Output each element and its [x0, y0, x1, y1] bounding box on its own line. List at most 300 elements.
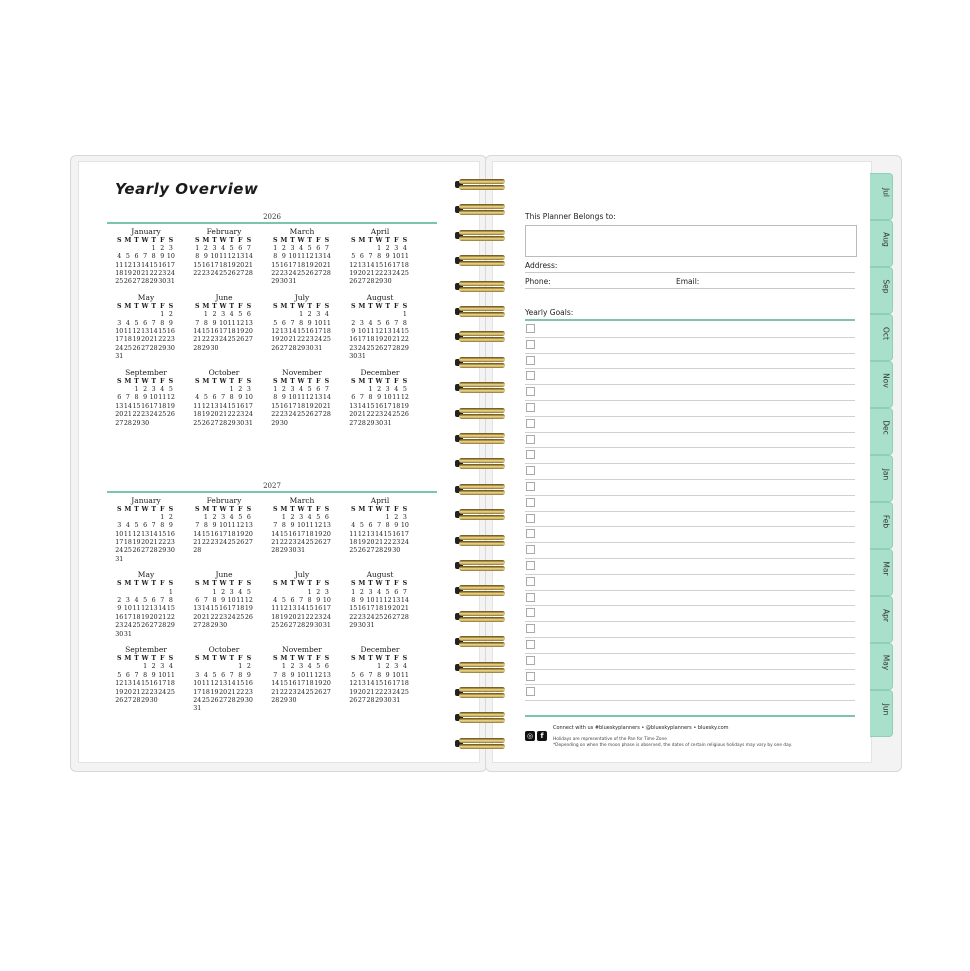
day-cell: 27 [149, 622, 158, 630]
day-cell: 5 [203, 394, 208, 402]
day-cell: 16 [244, 680, 253, 688]
empty-cell [149, 589, 158, 597]
day-cell: 3 [299, 513, 304, 521]
month-calendar [115, 303, 185, 362]
day-cell: 26 [166, 411, 175, 419]
day-cell: 19 [132, 336, 141, 344]
day-cell: 25 [227, 539, 236, 547]
day-cell: 29 [297, 344, 306, 352]
day-cell: 9 [246, 671, 251, 679]
day-cell: 7 [299, 597, 304, 605]
day-cell: 14 [158, 605, 167, 613]
weekday-header: T [307, 654, 313, 662]
empty-cell [141, 311, 150, 319]
weekday-header: F [316, 654, 321, 662]
day-cell: 13 [115, 402, 124, 410]
day-cell: 30 [288, 696, 297, 704]
weekday-header: S [402, 302, 408, 310]
day-cell: 23 [149, 688, 158, 696]
day-cell: 15 [271, 402, 280, 410]
day-cell: 19 [314, 680, 323, 688]
goal-row[interactable] [525, 542, 855, 559]
day-cell: 29 [149, 278, 158, 286]
day-cell: 29 [158, 344, 167, 352]
day-cell: 16 [314, 605, 323, 613]
day-cell: 13 [366, 530, 375, 538]
day-cell: 30 [314, 622, 323, 630]
month-name: July [294, 570, 310, 580]
day-cell: 12 [166, 394, 175, 402]
day-cell: 17 [322, 605, 331, 613]
weekday-header: T [151, 377, 157, 385]
weekday-header: W [375, 302, 383, 310]
spiral-coil [455, 738, 507, 749]
day-cell: 4 [377, 588, 382, 596]
day-cell: 11 [115, 261, 124, 269]
day-cell: 6 [117, 394, 122, 402]
empty-cell [366, 245, 375, 253]
goal-checkbox[interactable] [526, 514, 535, 523]
tab-jun[interactable] [870, 690, 893, 737]
day-cell: 31 [123, 630, 132, 638]
tab-sep[interactable] [870, 267, 893, 314]
goal-row[interactable] [525, 637, 855, 654]
day-cell: 3 [290, 385, 295, 393]
goal-row[interactable] [525, 574, 855, 591]
page-title: Yearly Overview [115, 180, 259, 198]
day-cell: 23 [244, 688, 253, 696]
tab-feb[interactable] [870, 502, 893, 549]
weekday-header: S [402, 654, 408, 662]
tab-jan[interactable] [870, 455, 893, 502]
day-cell: 9 [151, 671, 156, 679]
day-cell: 10 [149, 394, 158, 402]
day-cell: 4 [351, 522, 356, 530]
goal-row[interactable] [525, 590, 855, 607]
day-cell: 19 [141, 613, 150, 621]
day-cell: 11 [366, 328, 375, 336]
month-name: March [289, 495, 315, 505]
weekday-header: M [358, 377, 366, 385]
spiral-coil [455, 611, 507, 622]
goal-row[interactable] [525, 337, 855, 354]
goal-checkbox[interactable] [526, 656, 535, 665]
day-cell: 9 [168, 319, 173, 327]
day-cell: 5 [229, 244, 234, 252]
empty-cell [193, 663, 202, 671]
empty-cell [392, 311, 401, 319]
day-cell: 22 [271, 270, 280, 278]
day-cell: 14 [132, 680, 141, 688]
day-cell: 10 [123, 605, 132, 613]
day-cell: 19 [132, 539, 141, 547]
day-cell: 19 [305, 402, 314, 410]
day-cell: 5 [351, 253, 356, 261]
day-cell: 8 [160, 319, 165, 327]
day-cell: 30 [357, 622, 366, 630]
day-cell: 30 [383, 278, 392, 286]
day-cell: 1 [281, 513, 286, 521]
empty-cell [271, 311, 280, 319]
day-cell: 6 [385, 319, 390, 327]
weekday-header: T [290, 654, 295, 662]
day-cell: 11 [227, 319, 236, 327]
month-calendar [115, 378, 185, 428]
day-cell: 14 [297, 605, 306, 613]
weekday-header: M [280, 236, 288, 244]
day-cell: 15 [297, 328, 306, 336]
day-cell: 28 [271, 696, 280, 704]
day-cell: 6 [324, 513, 329, 521]
day-cell: 8 [402, 319, 407, 327]
month-june [185, 293, 263, 362]
tab-dec[interactable] [870, 408, 893, 455]
goal-row[interactable] [525, 479, 855, 496]
day-cell: 21 [158, 613, 167, 621]
day-cell: 3 [385, 385, 390, 393]
day-cell: 29 [201, 344, 210, 352]
spiral-coil [455, 509, 507, 520]
day-cell: 23 [210, 539, 219, 547]
day-cell: 18 [132, 613, 141, 621]
goal-row[interactable] [525, 447, 855, 464]
weekday-header: S [324, 505, 330, 513]
day-cell: 1 [368, 385, 373, 393]
day-cell: 22 [236, 688, 245, 696]
day-cell: 17 [115, 336, 124, 344]
day-cell: 1 [281, 663, 286, 671]
day-cell: 4 [117, 253, 122, 261]
tab-aug[interactable] [870, 220, 893, 267]
day-cell: 18 [115, 270, 124, 278]
goal-checkbox[interactable] [526, 450, 535, 459]
weekday-header: S [351, 236, 356, 244]
day-cell: 21 [244, 261, 253, 269]
month-calendar [115, 580, 185, 639]
weekday-header: M [202, 302, 210, 310]
day-cell: 9 [281, 394, 286, 402]
goal-checkbox[interactable] [526, 672, 535, 681]
day-cell: 27 [193, 622, 202, 630]
tab-label: May [881, 654, 891, 671]
month-name: May [137, 292, 155, 302]
goal-row[interactable] [525, 368, 855, 385]
empty-cell [383, 311, 392, 319]
address-label: Address: [525, 261, 558, 270]
goal-row[interactable] [525, 621, 855, 638]
goal-checkbox[interactable] [526, 593, 535, 602]
day-cell: 15 [193, 261, 202, 269]
goal-checkbox[interactable] [526, 340, 535, 349]
weekday-header: M [280, 302, 288, 310]
day-cell: 13 [193, 605, 202, 613]
day-cell: 25 [271, 622, 280, 630]
day-cell: 18 [349, 539, 358, 547]
empty-cell [358, 311, 367, 319]
day-cell: 1 [134, 385, 139, 393]
day-cell: 12 [375, 328, 384, 336]
goal-row[interactable] [525, 495, 855, 512]
day-cell: 11 [166, 671, 175, 679]
weekday-header: F [316, 302, 321, 310]
day-cell: 21 [141, 270, 150, 278]
goal-checkbox[interactable] [526, 687, 535, 696]
day-cell: 11 [322, 319, 331, 327]
tab-apr[interactable] [870, 596, 893, 643]
owner-name-field[interactable] [525, 225, 857, 257]
weekday-header: F [316, 505, 321, 513]
goal-row[interactable] [525, 653, 855, 670]
day-cell: 13 [314, 253, 323, 261]
day-cell: 10 [227, 597, 236, 605]
day-cell: 23 [314, 613, 323, 621]
empty-cell [358, 386, 367, 394]
weekday-header: W [219, 302, 227, 310]
day-cell: 10 [219, 522, 228, 530]
goal-row[interactable] [525, 558, 855, 575]
day-cell: 27 [357, 696, 366, 704]
day-cell: 19 [314, 530, 323, 538]
day-cell: 9 [394, 522, 399, 530]
day-cell: 4 [168, 663, 173, 671]
goal-row[interactable] [525, 353, 855, 370]
goal-checkbox[interactable] [526, 356, 535, 365]
day-cell: 12 [349, 680, 358, 688]
day-cell: 11 [400, 253, 409, 261]
goal-checkbox[interactable] [526, 435, 535, 444]
month-calendar [193, 580, 263, 630]
goal-row[interactable] [525, 416, 855, 433]
goal-checkbox[interactable] [526, 608, 535, 617]
goals-label: Yearly Goals: [525, 308, 574, 317]
goal-checkbox[interactable] [526, 482, 535, 491]
weekday-header: T [212, 505, 217, 513]
day-cell: 12 [305, 253, 314, 261]
footer-rule [525, 715, 855, 717]
day-cell: 17 [166, 261, 175, 269]
day-cell: 29 [271, 278, 280, 286]
weekday-header: F [394, 505, 399, 513]
day-cell: 5 [316, 513, 321, 521]
day-cell: 12 [210, 680, 219, 688]
day-cell: 19 [166, 402, 175, 410]
day-cell: 2 [117, 597, 122, 605]
goal-checkbox[interactable] [526, 371, 535, 380]
day-cell: 3 [299, 663, 304, 671]
day-cell: 13 [349, 402, 358, 410]
goal-row[interactable] [525, 669, 855, 686]
tab-jul[interactable] [870, 173, 893, 220]
month-calendar [271, 237, 341, 287]
goal-row[interactable] [525, 432, 855, 449]
goal-row[interactable] [525, 384, 855, 401]
day-cell: 28 [297, 622, 306, 630]
empty-cell [358, 245, 367, 253]
day-cell: 30 [392, 547, 401, 555]
weekday-header: T [151, 580, 157, 588]
day-cell: 27 [349, 419, 358, 427]
month-calendar [349, 378, 419, 428]
spiral-coil [455, 382, 507, 393]
weekday-header: W [219, 654, 227, 662]
month-name: February [206, 226, 242, 236]
day-cell: 26 [132, 344, 141, 352]
day-cell: 2 [316, 588, 321, 596]
spiral-coil [455, 458, 507, 469]
goal-checkbox[interactable] [526, 419, 535, 428]
goal-checkbox[interactable] [526, 324, 535, 333]
day-cell: 7 [160, 597, 165, 605]
day-cell: 11 [201, 680, 210, 688]
goal-checkbox[interactable] [526, 403, 535, 412]
day-cell: 10 [115, 530, 124, 538]
day-cell: 2 [151, 663, 156, 671]
day-cell: 21 [357, 411, 366, 419]
day-cell: 31 [366, 622, 375, 630]
day-cell: 15 [383, 530, 392, 538]
goal-row[interactable] [525, 526, 855, 543]
day-cell: 14 [219, 402, 228, 410]
goal-checkbox[interactable] [526, 561, 535, 570]
day-cell: 3 [117, 319, 122, 327]
day-cell: 14 [123, 402, 132, 410]
empty-cell [358, 514, 367, 522]
day-cell: 10 [314, 319, 323, 327]
day-cell: 13 [244, 319, 253, 327]
goal-checkbox[interactable] [526, 545, 535, 554]
weekday-header: M [358, 505, 366, 513]
day-cell: 12 [314, 522, 323, 530]
day-cell: 12 [236, 319, 245, 327]
day-cell: 25 [349, 547, 358, 555]
day-cell: 23 [357, 613, 366, 621]
day-cell: 27 [141, 344, 150, 352]
goal-checkbox[interactable] [526, 387, 535, 396]
fine-print-1: Holidays are representative of the Pan for Time Zone [553, 737, 667, 742]
tab-label: Apr [881, 609, 891, 622]
day-cell: 7 [402, 588, 407, 596]
day-cell: 8 [143, 671, 148, 679]
day-cell: 16 [149, 680, 158, 688]
email-label: Email: [676, 277, 700, 286]
day-cell: 2 [212, 513, 217, 521]
month-august [341, 570, 419, 639]
day-cell: 25 [366, 344, 375, 352]
day-cell: 23 [141, 411, 150, 419]
weekday-header: W [141, 236, 149, 244]
weekday-header: S [246, 580, 252, 588]
day-cell: 18 [123, 336, 132, 344]
day-cell: 2 [203, 244, 208, 252]
contact-line[interactable] [525, 288, 855, 289]
goal-checkbox[interactable] [526, 640, 535, 649]
weekday-header: T [229, 236, 235, 244]
empty-cell [202, 589, 211, 597]
day-cell: 16 [219, 605, 228, 613]
day-cell: 4 [299, 244, 304, 252]
day-cell: 26 [141, 622, 150, 630]
weekday-header: T [385, 302, 391, 310]
day-cell: 1 [307, 588, 312, 596]
day-cell: 15 [158, 530, 167, 538]
goal-row[interactable] [525, 511, 855, 528]
day-cell: 13 [322, 671, 331, 679]
day-cell: 27 [322, 539, 331, 547]
day-cell: 30 [288, 547, 297, 555]
day-cell: 25 [322, 336, 331, 344]
month-april [341, 496, 419, 565]
day-cell: 21 [271, 539, 280, 547]
day-cell: 14 [322, 394, 331, 402]
weekday-header: S [273, 654, 278, 662]
day-cell: 11 [305, 522, 314, 530]
goal-row[interactable] [525, 400, 855, 417]
day-cell: 6 [359, 253, 364, 261]
day-cell: 20 [244, 530, 253, 538]
goal-row[interactable] [525, 605, 855, 622]
weekday-header: M [202, 505, 210, 513]
day-cell: 22 [158, 336, 167, 344]
goal-row[interactable] [525, 463, 855, 480]
day-cell: 7 [377, 522, 382, 530]
day-cell: 7 [246, 244, 251, 252]
day-cell: 13 [244, 522, 253, 530]
goal-checkbox[interactable] [526, 466, 535, 475]
tab-may[interactable] [870, 643, 893, 690]
day-cell: 7 [195, 522, 200, 530]
day-cell: 5 [125, 253, 130, 261]
tab-oct[interactable] [870, 314, 893, 361]
day-cell: 21 [322, 261, 331, 269]
day-cell: 14 [141, 261, 150, 269]
day-cell: 31 [288, 278, 297, 286]
goal-checkbox[interactable] [526, 498, 535, 507]
tab-mar[interactable] [870, 549, 893, 596]
day-cell: 30 [244, 696, 253, 704]
day-cell: 26 [201, 419, 210, 427]
day-cell: 20 [141, 539, 150, 547]
goal-checkbox[interactable] [526, 624, 535, 633]
day-cell: 26 [123, 278, 132, 286]
tab-nov[interactable] [870, 361, 893, 408]
day-cell: 31 [392, 696, 401, 704]
weekday-header: T [385, 654, 391, 662]
day-cell: 24 [297, 539, 306, 547]
address-line[interactable] [525, 272, 855, 273]
day-cell: 11 [297, 394, 306, 402]
day-cell: 29 [349, 622, 358, 630]
day-cell: 5 [316, 663, 321, 671]
month-june [185, 570, 263, 639]
day-cell: 24 [123, 622, 132, 630]
day-cell: 25 [115, 278, 124, 286]
goal-row[interactable] [525, 684, 855, 701]
day-cell: 1 [151, 244, 156, 252]
spiral-coil [455, 281, 507, 292]
weekday-header: M [280, 580, 288, 588]
day-cell: 12 [227, 253, 236, 261]
day-cell: 31 [115, 353, 124, 361]
day-cell: 27 [244, 336, 253, 344]
day-cell: 1 [168, 588, 173, 596]
day-cell: 11 [271, 605, 280, 613]
goal-checkbox[interactable] [526, 529, 535, 538]
goal-checkbox[interactable] [526, 577, 535, 586]
day-cell: 26 [357, 547, 366, 555]
day-cell: 8 [238, 671, 243, 679]
day-cell: 3 [316, 311, 321, 319]
goal-row[interactable] [525, 321, 855, 338]
